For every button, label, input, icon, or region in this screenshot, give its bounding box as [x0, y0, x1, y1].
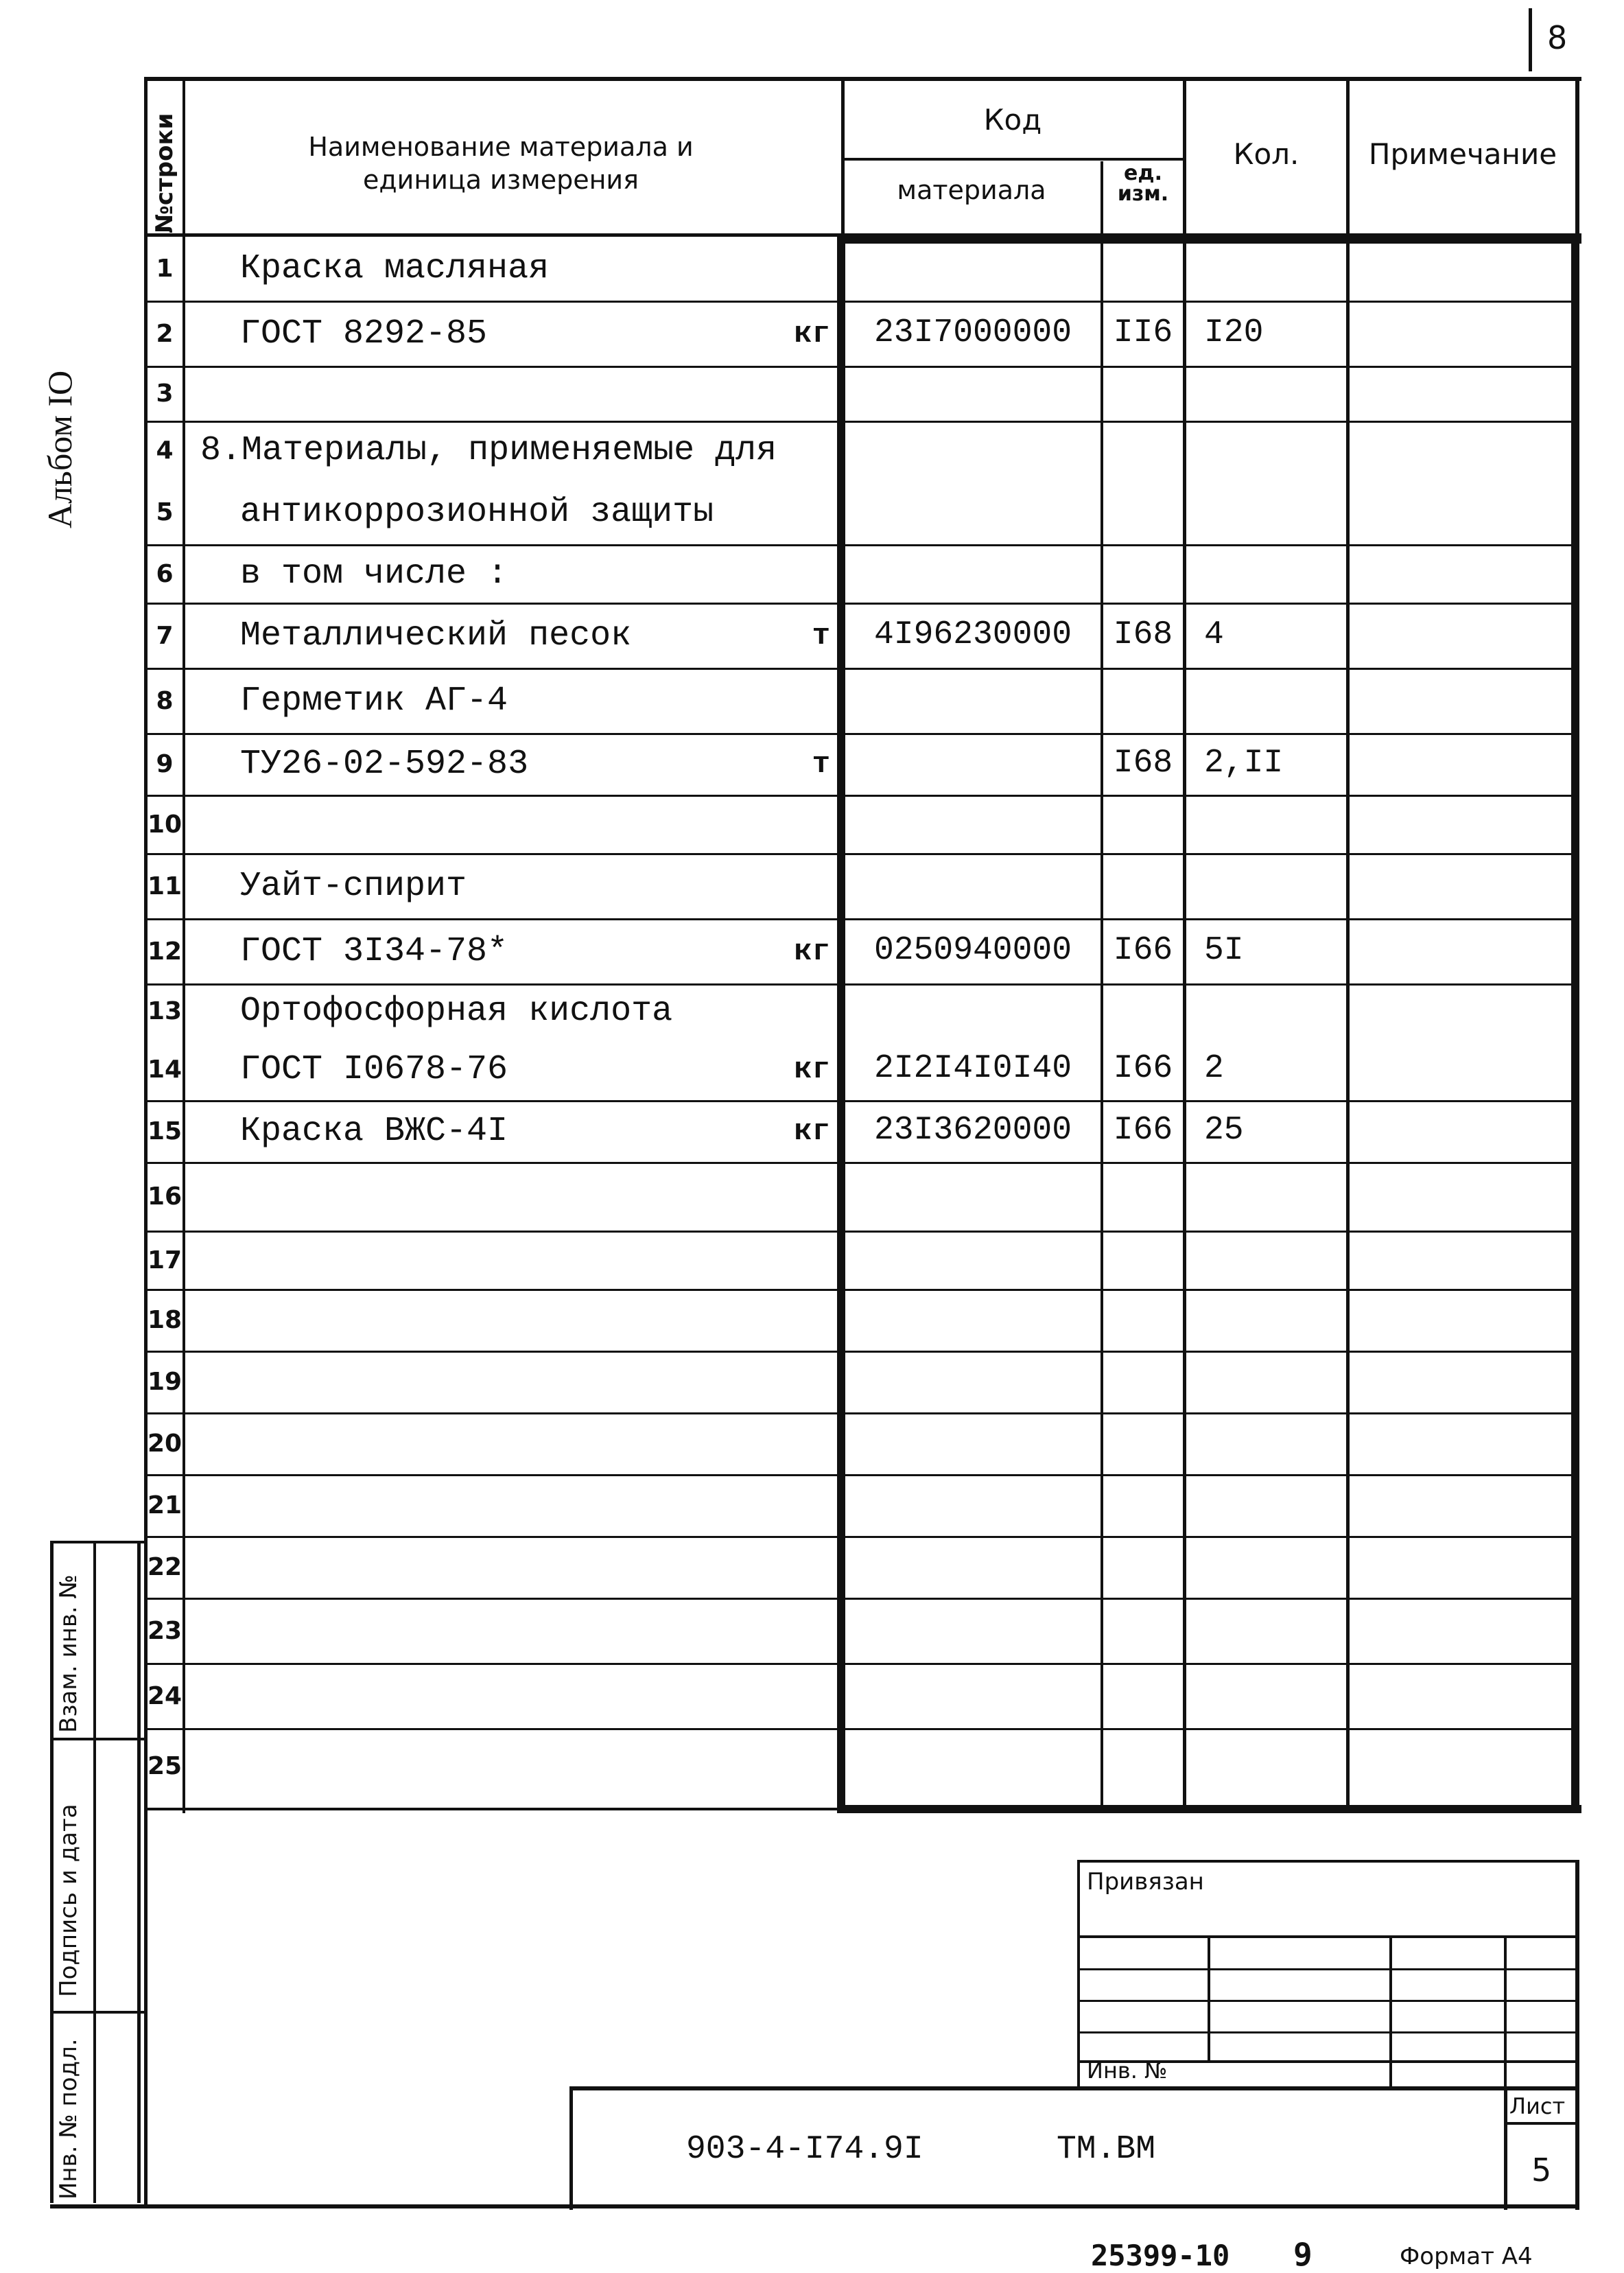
row-number: 9 [156, 750, 174, 778]
row-divider [144, 366, 1578, 368]
header-note: Примечание [1368, 137, 1557, 171]
row-divider [144, 1162, 1578, 1164]
row-divider [144, 1351, 1578, 1353]
row-number: 25 [147, 1752, 183, 1780]
unit-code: I68 [1113, 616, 1173, 653]
unit-code: I66 [1113, 1112, 1173, 1149]
row-number: 7 [156, 621, 174, 650]
material-name: Ортофосфорная кислота [240, 992, 673, 1031]
unit-code: I66 [1113, 1050, 1173, 1087]
unit-of-measure: кг [794, 934, 830, 969]
row-number: 10 [147, 810, 183, 839]
stamp-sheet-label: Лист [1509, 2093, 1566, 2119]
unit-of-measure: кг [794, 1115, 830, 1149]
row-divider [144, 544, 1578, 546]
row-number: 5 [156, 498, 174, 526]
material-name: в том числе : [240, 554, 508, 594]
row-divider [144, 1231, 1578, 1233]
row-number: 11 [147, 872, 183, 900]
row-number: 12 [147, 937, 183, 966]
material-code: 23I3620000 [873, 1112, 1072, 1149]
row-divider [144, 1474, 1578, 1476]
material-name: ГОСТ I0678-76 [240, 1050, 508, 1089]
row-divider [144, 1289, 1578, 1291]
header-code: Код [983, 103, 1042, 137]
stamp-inv-no: Инв. № [1087, 2058, 1168, 2084]
row-number: 13 [147, 997, 183, 1025]
quantity: 2,II [1204, 745, 1284, 782]
row-divider [144, 301, 1578, 303]
stamp-privyazan: Привязан [1087, 1868, 1204, 1896]
header-row-number: №строки [151, 113, 178, 233]
row-number: 23 [147, 1616, 183, 1645]
header-quantity: Кол. [1233, 137, 1299, 171]
row-divider [144, 853, 1578, 855]
row-divider [144, 603, 1578, 605]
row-number: 21 [147, 1491, 183, 1519]
row-divider [144, 983, 1578, 986]
material-name: Краска ВЖС-4I [240, 1112, 508, 1151]
row-number: 19 [147, 1368, 183, 1396]
row-number: 22 [147, 1553, 183, 1581]
page-number: 8 [1547, 19, 1568, 56]
material-name: ГОСТ 3I34-78* [240, 931, 508, 971]
row-number: 20 [147, 1430, 183, 1458]
material-name: антикоррозионной защиты [240, 492, 714, 532]
stamp-document-mark: ТМ.ВМ [1057, 2131, 1156, 2168]
row-number: 4 [156, 436, 174, 465]
material-code: 0250940000 [873, 931, 1072, 969]
row-divider [144, 1598, 1578, 1600]
quantity: 2 [1204, 1050, 1224, 1087]
material-name: Металлический песок [240, 616, 632, 655]
side-inv-podl: Инв. № подл. [55, 2038, 82, 2200]
row-number: 6 [156, 559, 174, 588]
stamp-sheet-number: 5 [1531, 2152, 1552, 2189]
row-number: 2 [156, 319, 174, 348]
material-name: 8.Материалы, применяемые для [200, 430, 777, 470]
quantity: I20 [1204, 314, 1264, 351]
row-divider [144, 1536, 1578, 1538]
row-divider [144, 918, 1578, 920]
row-divider [144, 1412, 1578, 1414]
unit-of-measure: т [812, 747, 830, 782]
row-divider [144, 1728, 1578, 1730]
row-number: 14 [147, 1056, 183, 1084]
material-name: Уайт-спирит [240, 866, 467, 906]
material-name: Краска масляная [240, 248, 550, 288]
footer-order-sheet: 9 [1293, 2236, 1313, 2273]
row-number: 15 [147, 1117, 183, 1145]
row-number: 3 [156, 380, 174, 408]
stamp-document-code: 903-4-I74.9I [686, 2131, 923, 2168]
row-number: 1 [156, 254, 174, 283]
material-name: ГОСТ 8292-85 [240, 314, 488, 353]
unit-of-measure: кг [794, 1053, 830, 1087]
row-divider [144, 1100, 1578, 1102]
row-number: 18 [147, 1306, 183, 1334]
quantity: 25 [1204, 1112, 1244, 1149]
header-unit-code: ед. изм. [1117, 161, 1169, 206]
header-material-name: Наименование материала и единица измерения [308, 132, 694, 195]
album-label: Альбом IO [40, 370, 79, 528]
row-number: 17 [147, 1246, 183, 1274]
row-divider [144, 733, 1578, 735]
row-number: 8 [156, 686, 174, 715]
material-code: 4I96230000 [873, 616, 1072, 653]
row-divider [144, 795, 1578, 797]
footer-order-number: 25399-10 [1091, 2239, 1230, 2272]
header-material-code: материала [897, 175, 1046, 205]
page-number-divider [1529, 8, 1532, 71]
row-divider [144, 421, 1578, 423]
unit-code: I66 [1113, 931, 1173, 969]
row-divider [144, 1663, 1578, 1665]
material-code: 2I2I4I0I40 [873, 1050, 1072, 1087]
quantity: 5I [1204, 931, 1244, 969]
unit-code: II6 [1113, 314, 1173, 351]
side-vzam-inv: Взам. инв. № [55, 1574, 82, 1733]
material-code: 23I7000000 [873, 314, 1072, 351]
material-name: Герметик АГ-4 [240, 681, 508, 721]
unit-of-measure: кг [794, 316, 830, 351]
material-name: ТУ26-02-592-83 [240, 745, 529, 784]
unit-of-measure: т [812, 618, 830, 653]
quantity: 4 [1204, 616, 1224, 653]
footer-format: Формат А4 [1400, 2243, 1533, 2270]
row-number: 24 [147, 1681, 183, 1710]
unit-code: I68 [1113, 745, 1173, 782]
side-signature-date: Подпись и дата [55, 1804, 82, 1997]
row-divider [144, 668, 1578, 670]
row-number: 16 [147, 1182, 183, 1211]
